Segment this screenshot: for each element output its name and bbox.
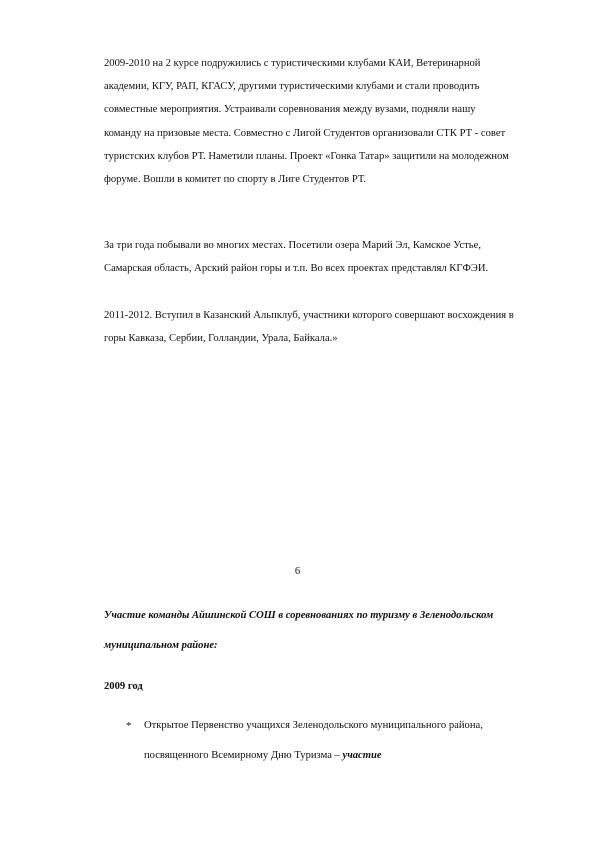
asterisk-bullet-icon: * [126, 720, 132, 732]
text-line: команду на призовые места. Совместно с Лигой Студентов организовали СТК РТ - совет [104, 127, 506, 139]
text-line: форуме. Вошли в комитет по спорту в Лиге Студентов РТ. [104, 174, 366, 186]
list-item-line [144, 741, 574, 771]
paragraph-3 [104, 304, 574, 350]
text-line: 2009-2010 на 2 курсе подружились с туристическими клубами КАИ, Ветеринарной [104, 58, 481, 69]
heading-line: Участие команды Айшинской СОШ в соревнованиях по туризму в Зеленодольском [104, 610, 494, 621]
text-line: совместные мероприятия. Устраивали соревнования между вузами, подняли нашу [104, 104, 476, 116]
page-number: 6 [294, 566, 301, 577]
text-line: горы Кавказа, Сербии, Голландии, Урала, Байкала.» [104, 333, 338, 345]
text-line: туристских клубов РТ. Наметили планы. Проект «Гонка Татар» защитили на молодежном [104, 150, 509, 162]
text-line: Самарская область, Арский район горы и т.п. Во всех проектах представлял КГФЭИ. [104, 263, 489, 275]
text-line: За три года побывали во многих местах. Посетили озера Марий Эл, Камское Устье, [104, 240, 481, 251]
list-item-line-text: посвященного Всемирному Дню Туризма – [144, 750, 343, 761]
paragraph-1 [104, 52, 574, 191]
text-line: 2011-2012. Вступил в Казанский Альпклуб, участники которого совершают восхождения в [104, 310, 514, 321]
paragraph-2 [104, 234, 574, 280]
list-item-line: Открытое Первенство учащихся Зеленодольского муниципального района, [144, 720, 483, 731]
heading-line: муниципальном районе: [104, 640, 218, 651]
section-heading [104, 601, 574, 661]
list-item-text [144, 711, 574, 771]
text-line: академии, КГУ, РАП, КГАСУ, другими туристическими клубами и стали проводить [104, 81, 480, 93]
year-heading: 2009 год [104, 681, 143, 692]
list-item-emphasis: участие [342, 750, 382, 761]
